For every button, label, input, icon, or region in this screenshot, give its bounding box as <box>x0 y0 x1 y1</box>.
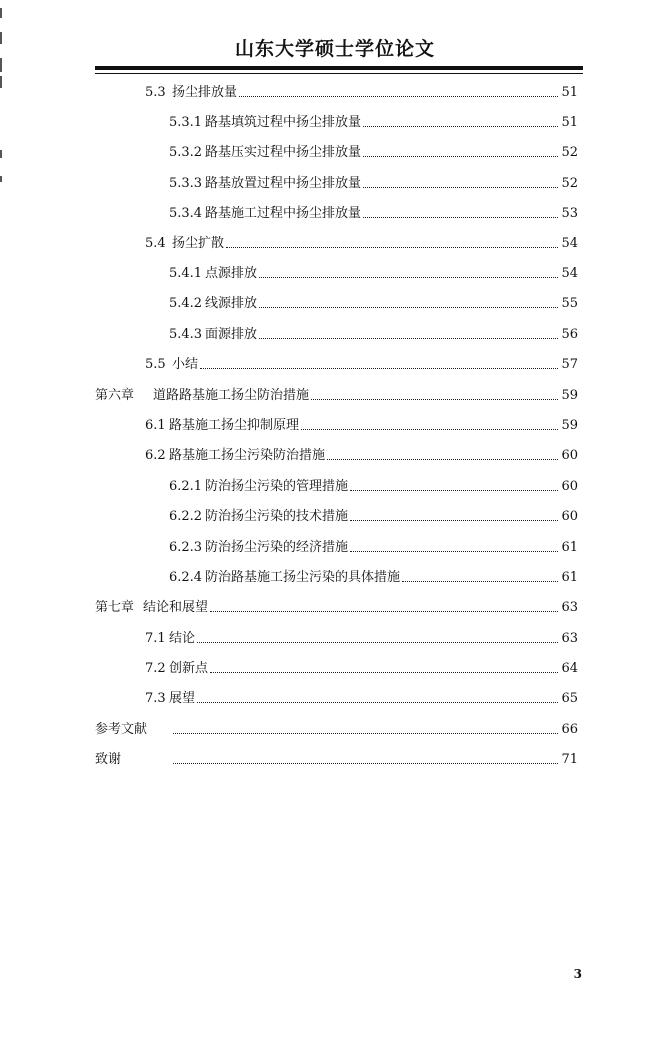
toc-title: 小结 <box>172 357 199 372</box>
toc-page-number: 63 <box>561 631 578 646</box>
toc-entry[interactable] <box>145 627 578 647</box>
toc-title: 面源排放 <box>205 327 258 342</box>
toc-number: 6.2.1 <box>169 479 203 494</box>
toc-number: 5.3.3 <box>169 176 203 191</box>
toc-title: 致谢 <box>95 752 122 767</box>
toc-number: 7.3 <box>145 691 166 706</box>
toc-entry[interactable] <box>95 384 578 404</box>
dot-leader <box>350 519 558 521</box>
toc-page-number: 53 <box>561 206 578 221</box>
toc-title: 点源排放 <box>205 266 258 281</box>
toc-title: 道路路基施工扬尘防治措施 <box>153 388 310 403</box>
dot-leader <box>259 337 558 339</box>
toc-page-number: 57 <box>561 357 578 372</box>
toc-title: 路基填筑过程中扬尘排放量 <box>205 115 362 130</box>
toc-page-number: 51 <box>561 85 578 100</box>
toc-page-number: 60 <box>561 448 578 463</box>
toc-number: 5.3.1 <box>169 115 203 130</box>
toc-page-number: 54 <box>561 236 578 251</box>
toc-number: 5.3.2 <box>169 145 203 160</box>
toc-entry[interactable] <box>145 657 578 677</box>
toc-page-number: 64 <box>561 661 578 676</box>
toc-page-number: 59 <box>561 388 578 403</box>
toc-entry[interactable] <box>95 596 578 616</box>
header-rule-thick <box>95 66 583 70</box>
toc-entry[interactable] <box>145 444 578 464</box>
toc-number: 6.2 <box>145 448 166 463</box>
dot-leader <box>210 671 558 673</box>
toc-number: 6.1 <box>145 418 166 433</box>
toc-entry[interactable] <box>145 687 578 707</box>
dot-leader <box>363 155 558 157</box>
toc-title: 参考文献 <box>95 722 148 737</box>
toc-chapter-label: 第六章 <box>95 388 135 403</box>
toc-entry[interactable] <box>169 566 578 586</box>
header-rule-thin <box>95 73 583 74</box>
toc-number: 7.2 <box>145 661 166 676</box>
toc-page-number: 54 <box>561 266 578 281</box>
toc-title: 路基施工过程中扬尘排放量 <box>205 206 362 221</box>
toc-page-number: 59 <box>561 418 578 433</box>
toc-title: 结论 <box>169 631 196 646</box>
toc-entry[interactable] <box>169 202 578 222</box>
toc-number: 5.5 <box>145 357 166 372</box>
toc-number: 5.4.3 <box>169 327 203 342</box>
toc-page-number: 52 <box>561 176 578 191</box>
toc-page-number: 66 <box>561 722 578 737</box>
toc-title: 路基施工扬尘污染防治措施 <box>169 448 326 463</box>
dot-leader <box>197 701 558 703</box>
toc-entry[interactable] <box>169 292 578 312</box>
dot-leader <box>259 276 558 278</box>
page-header-title: 山东大学硕士学位论文 <box>234 38 435 60</box>
dot-leader <box>200 367 558 369</box>
toc-page-number: 51 <box>561 115 578 130</box>
toc-number: 5.3.4 <box>169 206 203 221</box>
toc-entry[interactable] <box>169 111 578 131</box>
toc-number: 6.2.2 <box>169 509 203 524</box>
toc-number: 5.4.1 <box>169 266 203 281</box>
dot-leader <box>173 762 558 764</box>
toc-title: 线源排放 <box>205 296 258 311</box>
toc-title: 防治扬尘污染的技术措施 <box>205 509 349 524</box>
toc-chapter-label: 第七章 <box>95 600 135 615</box>
toc-number: 6.2.4 <box>169 570 203 585</box>
dot-leader <box>363 125 558 127</box>
toc-entry[interactable] <box>145 81 578 101</box>
toc-entry[interactable] <box>169 505 578 525</box>
toc-entry[interactable] <box>95 748 578 768</box>
toc-entry[interactable] <box>169 323 578 343</box>
toc-title: 结论和展望 <box>143 600 209 615</box>
dot-leader <box>173 732 558 734</box>
toc-page-number: 56 <box>561 327 578 342</box>
toc-title: 路基压实过程中扬尘排放量 <box>205 145 362 160</box>
toc-entry[interactable] <box>169 475 578 495</box>
toc-page-number: 65 <box>561 691 578 706</box>
toc-number: 5.4.2 <box>169 296 203 311</box>
dot-leader <box>301 428 558 430</box>
dot-leader <box>402 580 558 582</box>
toc-number: 5.3 <box>145 85 166 100</box>
dot-leader <box>311 398 558 400</box>
toc-entry[interactable] <box>169 141 578 161</box>
toc-page-number: 52 <box>561 145 578 160</box>
toc-entry[interactable] <box>145 414 578 434</box>
dot-leader <box>259 306 558 308</box>
toc-page-number: 60 <box>561 509 578 524</box>
toc-title: 防治扬尘污染的经济措施 <box>205 540 349 555</box>
dot-leader <box>327 458 558 460</box>
toc-entry[interactable] <box>145 353 578 373</box>
toc-page-number: 60 <box>561 479 578 494</box>
toc-title: 防治路基施工扬尘污染的具体措施 <box>205 570 401 585</box>
toc-title: 扬尘排放量 <box>172 85 238 100</box>
dot-leader <box>210 610 558 612</box>
dot-leader <box>363 216 558 218</box>
toc-title: 路基施工扬尘抑制原理 <box>169 418 300 433</box>
toc-title: 防治扬尘污染的管理措施 <box>205 479 349 494</box>
toc-number: 7.1 <box>145 631 166 646</box>
toc-entry[interactable] <box>169 262 578 282</box>
toc-number: 6.2.3 <box>169 540 203 555</box>
toc-page-number: 61 <box>561 540 578 555</box>
dot-leader <box>350 489 558 491</box>
toc-entry[interactable] <box>145 232 578 252</box>
toc-page-number: 71 <box>561 752 578 767</box>
toc-title: 创新点 <box>169 661 209 676</box>
toc-number: 5.4 <box>145 236 166 251</box>
dot-leader <box>226 246 558 248</box>
toc-title: 展望 <box>169 691 196 706</box>
toc-title: 扬尘扩散 <box>172 236 225 251</box>
toc-entry[interactable] <box>95 718 578 738</box>
dot-leader <box>363 186 558 188</box>
toc-entry[interactable] <box>169 172 578 192</box>
toc-page-number: 55 <box>561 296 578 311</box>
dot-leader <box>239 95 558 97</box>
toc-page-number: 61 <box>561 570 578 585</box>
toc-title: 路基放置过程中扬尘排放量 <box>205 176 362 191</box>
toc-page-number: 63 <box>561 600 578 615</box>
dot-leader <box>197 641 558 643</box>
toc-entry[interactable] <box>169 536 578 556</box>
page-number: 3 <box>573 967 582 981</box>
dot-leader <box>350 550 558 552</box>
